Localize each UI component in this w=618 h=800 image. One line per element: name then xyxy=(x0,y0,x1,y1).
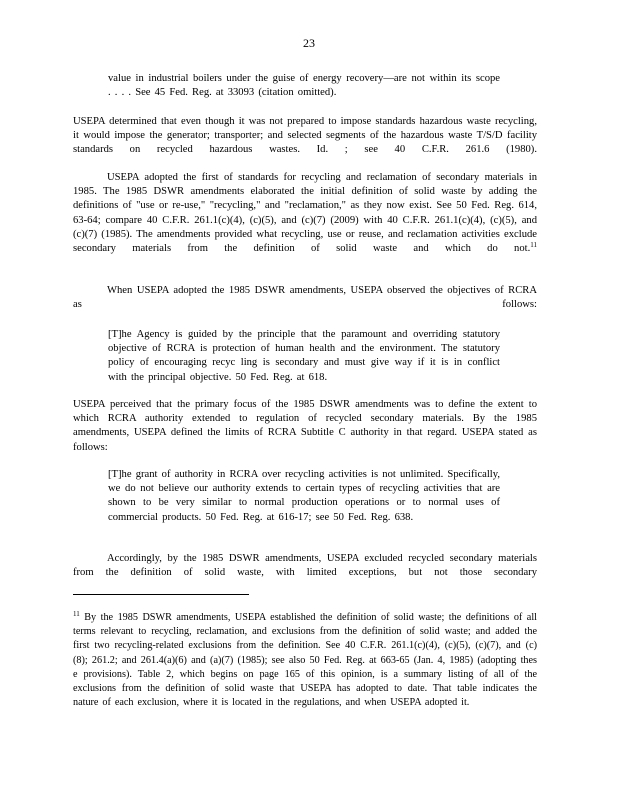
paragraph-accordingly: Accordingly, by the 1985 DSWR amendments, USEPA excluded recycled secondary materials from the definition of solid waste, with limited exceptions, but not those secondary xyxy=(73,553,537,579)
footnote-text: By the 1985 DSWR amendments, USEPA established the definition of solid waste; the definitions of all terms relevant to recycling, reclamation, and exclusions from the definition of solid waste; and added the first two recycling-related exclusions from the definition. See 40 C.F.R. 261.1(c)(4), (c)(5), (c)(7), and (c)(8); 261.2; and 261.4(a)(6) and (a)(7) (1985); see also 50 Fed. Reg. at 663-65 (Jan. 4, 1985) (adopting thes e provisions). Table 2, which begins on page 165 of this opinion, is a summary listing of all of the exclusions from the definition of solid waste that USEPA has adopted to date. That table indicates the nature of each exclusion, where it is located in the regulations, and when USEPA adopted it. xyxy=(73,612,537,709)
footnote-11 xyxy=(73,611,537,710)
paragraph-when-usepa: When USEPA adopted the 1985 DSWR amendments, USEPA observed the objectives of RCRA as follows: xyxy=(73,285,537,311)
block-quote-3: [T]he grant of authority in RCRA over recycling activities is not unlimited. Specifically, we do not believe our authority extends to certain types of recycling activities that are shown to be very similar to normal production operations or to normal uses of commercial products. 50 Fed. Reg. at 616-17; see 50 Fed. Reg. 638. xyxy=(108,469,500,523)
footnote-number: 11 xyxy=(73,610,80,618)
footnote-ref-11[interactable]: 11 xyxy=(530,241,537,250)
paragraph-usepa-determined: USEPA determined that even though it was not prepared to impose standards hazardous waste recycling, it would impose the generator; transporter; and selected segments of the hazardous waste T/S/D facility standards on recycled hazardous wastes. Id. ; see 40 C.F.R. 261.6 (1980). xyxy=(73,116,537,156)
block-quote-1: value in industrial boilers under the guise of energy recovery—are not within its scope . . . . See 45 Fed. Reg. at 33093 (citation omitted). xyxy=(108,73,500,99)
block-quote-2: [T]he Agency is guided by the principle that the paramount and overriding statutory objective of RCRA is protection of human health and the environment. The statutory policy of encouraging recyc ling is secondary and must give way if it is in conflict with the principal objective. 50 Fed. Reg. at 618. xyxy=(108,329,500,383)
paragraph-usepa-adopted xyxy=(73,171,537,256)
paragraph-usepa-perceived: USEPA perceived that the primary focus of the 1985 DSWR amendments was to define the extent to which RCRA authority extended to regulation of recycled secondary materials. By the 1985 amendments, USEPA defined the limits of RCRA Subtitle C authority in that regard. USEPA stated as follows: xyxy=(73,399,537,453)
footnote-divider xyxy=(73,594,249,595)
page-number: 23 xyxy=(303,36,315,50)
paragraph-usepa-adopted-text: USEPA adopted the first of standards for recycling and reclamation of secondary materials in 1985. The 1985 DSWR amendments elaborated the initial definition of solid waste by adding the definitions of "use or re-use," "recycling," and "reclamation," as they now exist. See 50 Fed. Reg. 614, 63-64; compare 40 C.F.R. 261.1(c)(4), (c)(5), and (c)(7) (2009) with 40 C.F.R. 261.1(c)(4), (c)(5), and (c)(7) (1985). The amendments provided what recycling, use or reuse, and reclamation activities exclude secondary materials from the definition of solid waste and which do not. xyxy=(73,172,537,255)
